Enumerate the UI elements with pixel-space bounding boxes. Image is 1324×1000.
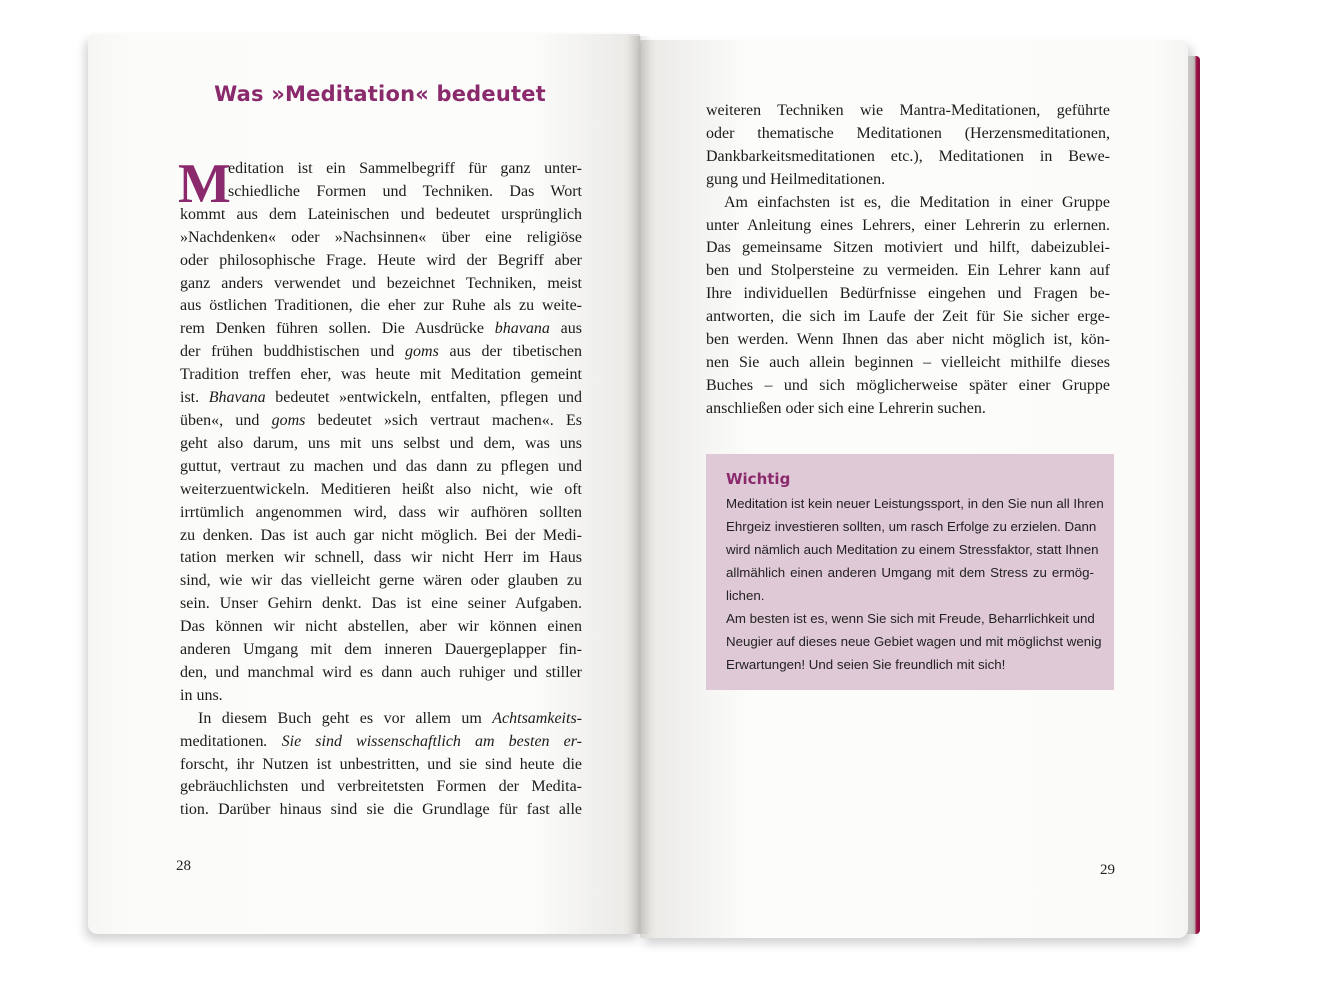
text-line: der frühen buddhistischen und goms aus der tibetischen (180, 343, 582, 361)
info-box-text (726, 492, 1104, 676)
text-line: guttut, vertraut zu machen und das dann zu pflegen und (180, 457, 582, 475)
text-line: Tradition treffen eher, was heute mit Meditation gemeint (180, 366, 582, 384)
text-line: »Nachdenken« oder »Nachsinnen« über eine religiöse (180, 228, 582, 246)
book-edge (1186, 56, 1200, 934)
text-line: Neugier auf dieses neue Gebiet wagen und mit möglichst wenig (726, 634, 1102, 649)
text-line: anderen Umgang mit dem inneren Dauergeplapper fin- (180, 641, 582, 659)
info-box (706, 454, 1114, 690)
text-line: Am besten ist es, wenn Sie sich mit Freude, Beharrlichkeit und (726, 611, 1095, 626)
text-line: oder thematische Meditationen (Herzensmeditationen, (706, 124, 1110, 142)
text-line: Dankbarkeitsmeditationen etc.), Meditationen in Bewe- (706, 147, 1110, 165)
text-line: antworten, die sich im Laufe der Zeit für Sie sicher erge- (706, 308, 1110, 326)
text-line: ganz anders verwendet und bezeichnet Techniken, meist (180, 274, 582, 292)
text-line: ben und Stolpersteine zu vermeiden. Ein Lehrer kann auf (706, 262, 1110, 280)
info-box-title: Wichtig (726, 470, 791, 488)
text-line: ist. Bhavana bedeutet »entwickeln, entfalten, pflegen und (180, 389, 582, 407)
text-line: geht also darum, uns mit uns selbst und dem, was uns (180, 434, 582, 452)
text-line: tion. Darüber hinaus sind sie die Grundlage für fast alle (180, 801, 582, 819)
drop-cap: M (178, 153, 231, 215)
text-line: zu denken. Das ist auch gar nicht möglich. Bei der Medi- (180, 526, 582, 544)
book-gutter (628, 36, 652, 934)
text-line: In diesem Buch geht es vor allem um Achtsamkeits- (198, 709, 582, 727)
text-line: allmählich einen anderen Umgang mit dem Stress zu ermög- (726, 565, 1094, 580)
text-line: tation merken wir schnell, dass wir nicht Herr im Haus (180, 549, 582, 567)
text-line: Am einfachsten ist es, die Meditation in einer Gruppe (724, 193, 1110, 211)
text-line: in uns. (180, 686, 223, 704)
text-line: Buches – und sich möglicherweise später einer Gruppe (706, 376, 1110, 394)
text-line: Erwartungen! Und seien Sie freundlich mit sich! (726, 657, 1006, 672)
text-line: weiteren Techniken wie Mantra-Meditationen, geführte (706, 102, 1110, 119)
text-line: Meditation ist kein neuer Leistungssport, in den Sie nun all Ihren (726, 496, 1104, 511)
text-line: editation ist ein Sammelbegriff für ganz unter- (228, 160, 582, 177)
text-line: Das gemeinsame Sitzen motiviert und hilft, dabeizublei- (706, 239, 1110, 257)
text-line: kommt aus dem Lateinischen und bedeutet ursprünglich (180, 205, 582, 223)
text-line: nen Sie auch allein beginnen – vielleicht mithilfe dieses (706, 353, 1110, 371)
text-line: Ehrgeiz investieren sollten, um rasch Erfolge zu erzielen. Dann (726, 519, 1097, 534)
page-number-left: 28 (176, 858, 191, 874)
text-line: forscht, ihr Nutzen ist unbestritten, und sie sind heute die (180, 755, 582, 773)
page-number-right: 29 (1100, 862, 1115, 878)
text-line: unter Anleitung eines Lehrers, einer Lehrerin zu erlernen. (706, 216, 1110, 234)
text-line: anschließen oder sich eine Lehrerin suchen. (706, 399, 986, 417)
text-line: Das können wir nicht abstellen, aber wir können einen (180, 618, 582, 636)
text-line: meditationen. Sie sind wissenschaftlich am besten er- (180, 732, 582, 750)
left-body-text (178, 153, 583, 822)
right-body-text (706, 100, 1110, 421)
text-line: Ihre individuellen Bedürfnisse eingehen und Fragen be- (706, 285, 1110, 303)
text-line: rem Denken führen sollen. Die Ausdrücke bhavana aus (180, 320, 583, 338)
text-line: wird nämlich auch Meditation zu einem Stressfaktor, statt Ihnen (726, 542, 1099, 557)
text-line: aus östlichen Traditionen, die eher zur Ruhe als zu weite- (180, 297, 582, 315)
text-line: den, und manchmal wird es dann auch ruhiger und stiller (180, 663, 582, 681)
page-heading: Was »Meditation« bedeutet (214, 82, 546, 106)
text-line: sind, wie wir das vielleicht gerne wären oder glauben zu (180, 572, 582, 590)
text-line: lichen. (726, 588, 765, 603)
text-line: weiterzuentwickeln. Meditieren heißt also nicht, wie oft (180, 480, 582, 498)
text-line: irrtümlich angenommen wird, dass wir aufhören sollten (180, 503, 582, 521)
text-line: schiedliche Formen und Techniken. Das Wort (228, 182, 582, 200)
text-line: oder philosophische Frage. Heute wird der Begriff aber (180, 251, 582, 269)
text-line: sein. Unser Gehirn denkt. Das ist eine seiner Aufgaben. (180, 595, 582, 613)
text-line: gung und Heilmeditationen. (706, 170, 886, 188)
text-line: gebräuchlichsten und verbreitetsten Formen der Medita- (180, 778, 582, 796)
text-line: üben«, und goms bedeutet »sich vertraut machen«. Es (180, 411, 582, 429)
text-line: ben werden. Wenn Ihnen das aber nicht möglich ist, kön- (706, 331, 1110, 349)
